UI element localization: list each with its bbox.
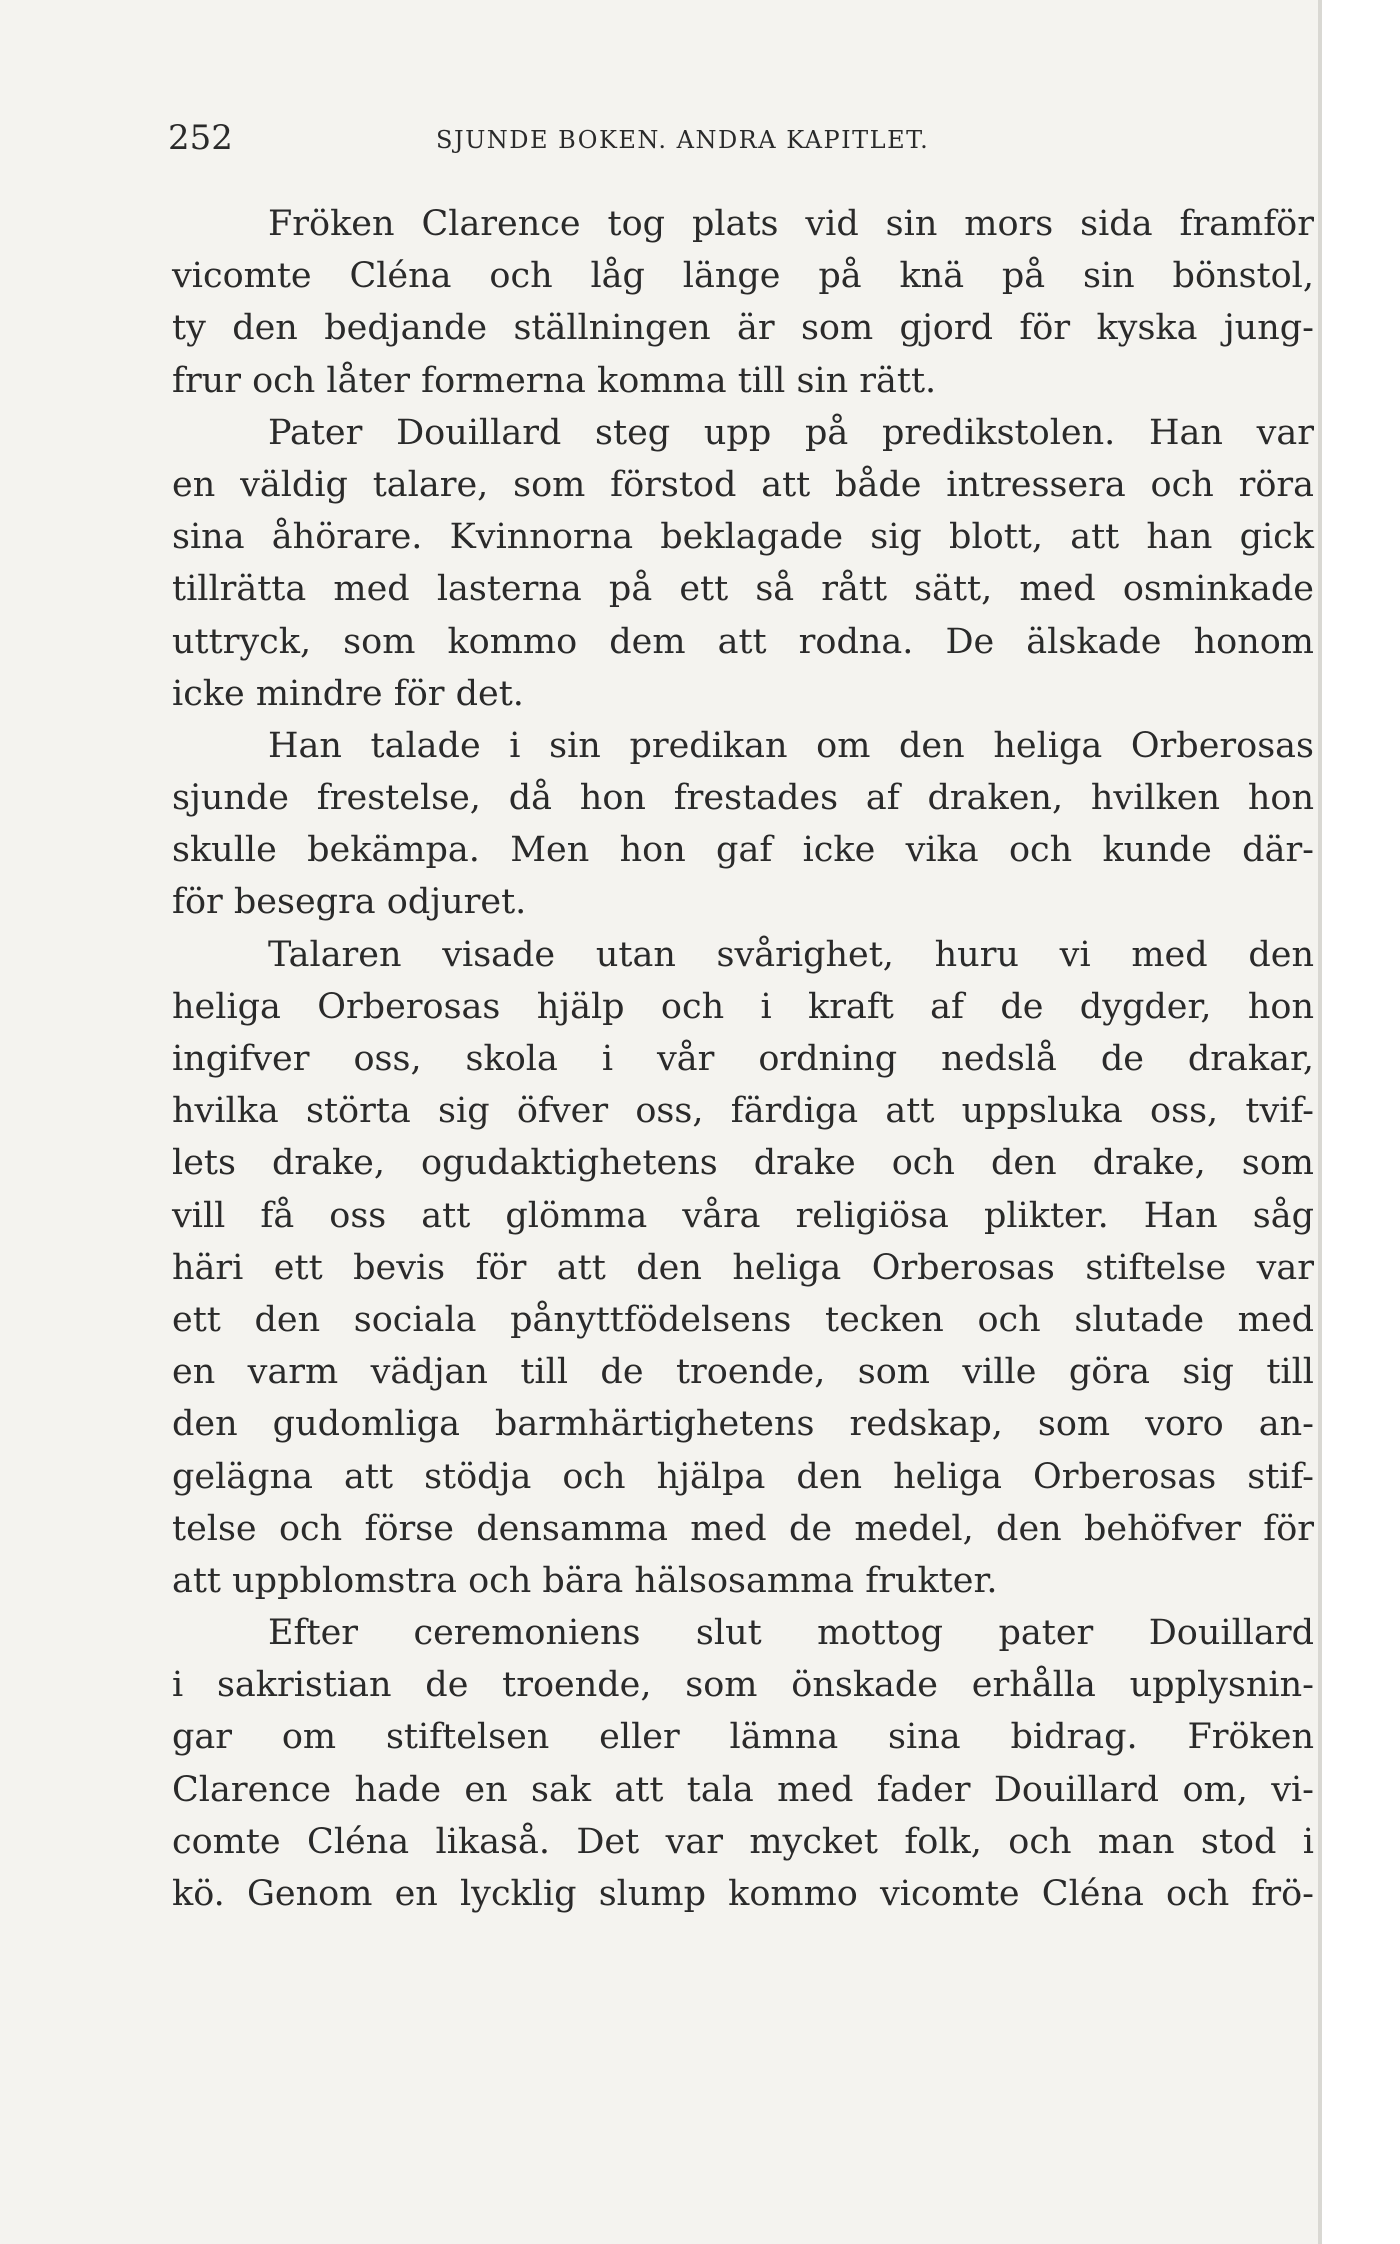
text-line: gar om stiftelsen eller lämna sina bidrag. Fröken [172, 1717, 1314, 1758]
text-line: ingifver oss, skola i vår ordning nedslå de drakar, [172, 1039, 1314, 1079]
running-head: SJUNDE BOKEN. ANDRA KAPITLET. [436, 126, 930, 154]
text-line: Fröken Clarence tog plats vid sin mors sida framför [268, 204, 1314, 244]
page-header [168, 118, 1318, 168]
text-line: den gudomliga barmhärtighetens redskap, som voro an- [172, 1404, 1314, 1445]
text-line: Clarence hade en sak att tala med fader Douillard om, vi- [172, 1769, 1314, 1810]
page-number: 252 [168, 118, 233, 158]
text-line: ty den bedjande ställningen är som gjord för kyska jung- [172, 308, 1314, 349]
body-text [172, 198, 1314, 1920]
page-edge [1318, 0, 1322, 2244]
text-line: icke mindre för det. [172, 673, 524, 714]
text-line: comte Cléna likaså. Det var mycket folk, och man stod i [172, 1821, 1314, 1862]
text-line: vill få oss att glömma våra religiösa plikter. Han såg [172, 1195, 1314, 1236]
text-line: Pater Douillard steg upp på predikstolen. Han var [268, 412, 1314, 453]
text-line: tillrätta med lasterna på ett så rått sätt, med osminkade [172, 569, 1314, 610]
text-line: Han talade i sin predikan om den heliga Orberosas [268, 725, 1314, 766]
text-line: frur och låter formerna komma till sin rätt. [172, 360, 937, 401]
text-line: för besegra odjuret. [172, 882, 527, 923]
text-line: skulle bekämpa. Men hon gaf icke vika och kunde där- [172, 830, 1314, 871]
text-line: uttryck, som kommo dem att rodna. De älskade honom [172, 621, 1314, 662]
text-line: telse och förse densamma med de medel, den behöfver för [172, 1508, 1314, 1549]
text-line: en väldig talare, som förstod att både intressera och röra [172, 464, 1314, 505]
text-line: vicomte Cléna och låg länge på knä på sin bönstol, [172, 256, 1314, 297]
text-line: att uppblomstra och bära hälsosamma frukter. [172, 1560, 998, 1601]
text-line: heliga Orberosas hjälp och i kraft af de dygder, hon [172, 986, 1314, 1027]
text-line: en varm vädjan till de troende, som ville göra sig till [172, 1352, 1314, 1393]
text-line: häri ett bevis för att den heliga Orberosas stiftelse var [172, 1247, 1314, 1288]
text-line: Talaren visade utan svårighet, huru vi med den [268, 934, 1314, 975]
text-line: sjunde frestelse, då hon frestades af draken, hvilken hon [172, 778, 1314, 819]
text-line: Efter ceremoniens slut mottog pater Douillard [268, 1613, 1314, 1654]
text-line: kö. Genom en lycklig slump kommo vicomte Cléna och frö- [172, 1874, 1314, 1914]
text-line: ett den sociala pånyttfödelsens tecken och slutade med [172, 1299, 1314, 1340]
text-line: lets drake, ogudaktighetens drake och den drake, som [172, 1143, 1314, 1184]
text-line: hvilka störta sig öfver oss, färdiga att uppsluka oss, tvif- [172, 1091, 1314, 1132]
text-line: gelägna att stödja och hjälpa den heliga Orberosas stif- [172, 1456, 1314, 1497]
text-line: i sakristian de troende, som önskade erhålla upplysnin- [172, 1665, 1314, 1706]
text-line: sina åhörare. Kvinnorna beklagade sig blott, att han gick [172, 517, 1314, 558]
